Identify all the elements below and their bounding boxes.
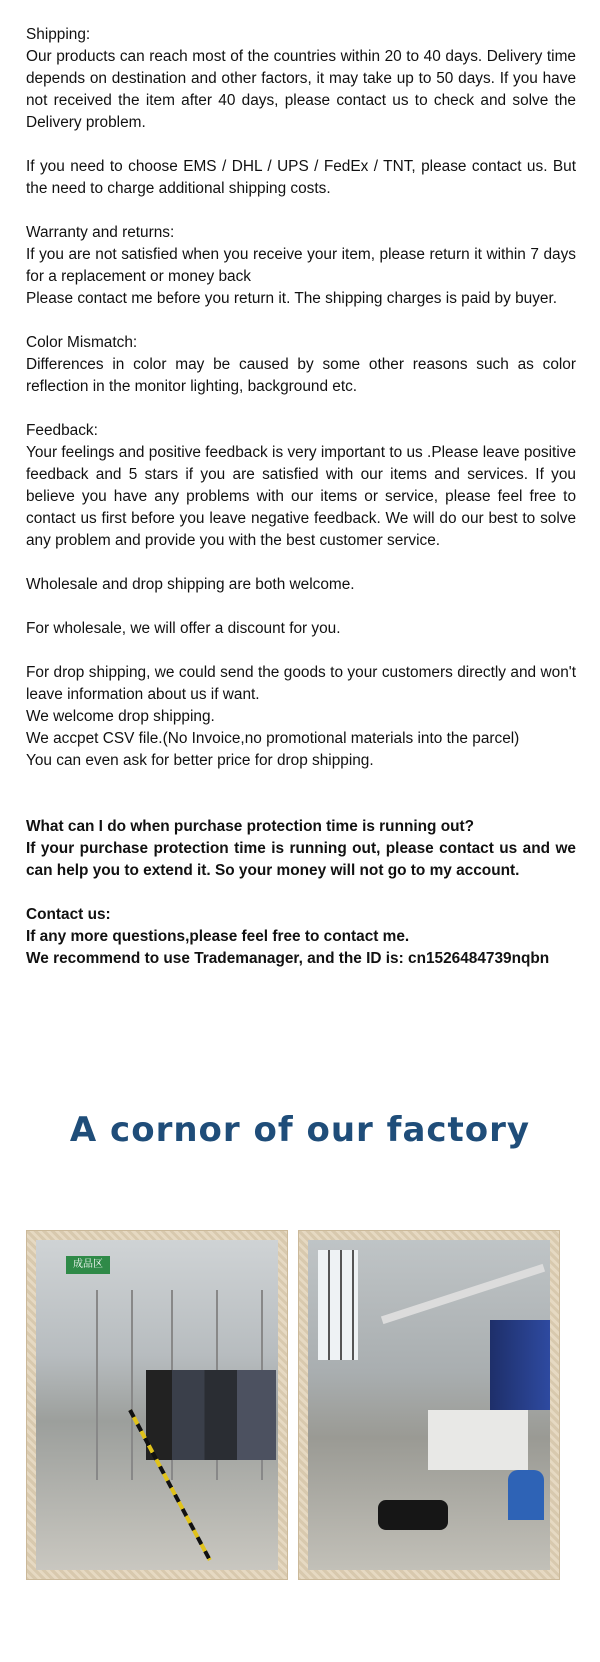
protection-section [26,816,576,882]
contact-heading: Contact us: [26,906,111,923]
feedback-heading: Feedback: [26,422,98,439]
policy-document [26,24,576,992]
drop-shipping-line-1: For drop shipping, we could send the goods to your customers directly and won't leave information about us if want. [26,664,576,703]
warranty-line-1: If you are not satisfied when you receive your item, please return it within 7 days for a replacement or money back [26,246,576,285]
feedback-section [26,420,576,552]
shipping-heading: Shipping: [26,26,91,43]
workshop-image [308,1240,550,1570]
drop-shipping-line-4: You can even ask for better price for drop shipping. [26,752,374,769]
factory-title: A cornor of our factory [69,1110,531,1150]
hanging-clothes [146,1370,276,1460]
feedback-body: Your feelings and positive feedback is very important to us .Please leave positive feedback and 5 stars if you are satisfied with our items and services. If you believe you have any problems with our items or service, please feel free to contact us first before you leave negative feedback. We will do our best to solve any problem and provide you with the best customer service. [26,444,576,549]
blue-chair [508,1470,544,1520]
warranty-heading: Warranty and returns: [26,224,175,241]
warranty-line-2: Please contact me before you return it. The shipping charges is paid by buyer. [26,290,557,307]
drop-shipping-line-3: We accpet CSV file.(No Invoice,no promotional materials into the parcel) [26,730,520,747]
protection-answer: If your purchase protection time is running out, please contact us and we can help you to extend it. So your money will not go to my account. [26,840,576,879]
color-mismatch-body: Differences in color may be caused by some other reasons such as color reflection in the monitor lighting, background etc. [26,356,576,395]
warehouse-sign: 成品区 [66,1256,110,1274]
factory-photo-workshop [298,1230,560,1580]
wholesale-welcome: Wholesale and drop shipping are both welcome. [26,576,355,593]
shipping-body: Our products can reach most of the countries within 20 to 40 days. Delivery time depends on destination and other factors, it may take up to 50 days. If you have not received the item after 40 days, please contact us to check and solve the Delivery problem. [26,48,576,131]
work-table [428,1410,528,1470]
warranty-section [26,222,576,310]
factory-photo-warehouse [26,1230,288,1580]
protection-question: What can I do when purchase protection time is running out? [26,818,475,835]
wholesale-discount: For wholesale, we will offer a discount for you. [26,620,341,637]
overhead-rail [381,1264,545,1324]
warehouse-image [36,1240,278,1570]
hanging-shirts [490,1320,550,1410]
contact-section [26,904,576,970]
color-mismatch-heading: Color Mismatch: [26,334,138,351]
contact-line-2: We recommend to use Trademanager, and the ID is: cn1526484739nqbn [26,950,550,967]
black-cloth [378,1500,448,1530]
contact-line-1: If any more questions,please feel free to contact me. [26,928,410,945]
shipping-carriers: If you need to choose EMS / DHL / UPS / FedEx / TNT, please contact us. But the need to charge additional shipping costs. [26,158,576,197]
drop-shipping-line-2: We welcome drop shipping. [26,708,215,725]
shipping-section [26,24,576,134]
color-mismatch-section [26,332,576,398]
workshop-window [318,1250,358,1360]
drop-shipping-section [26,662,576,772]
